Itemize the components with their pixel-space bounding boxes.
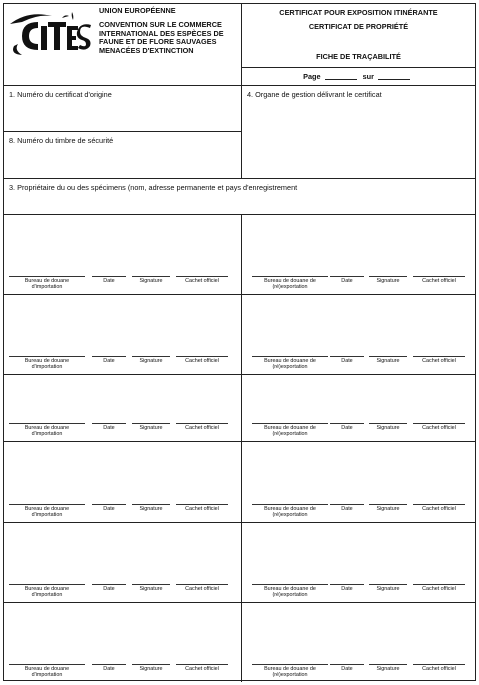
signature-label: Signature bbox=[132, 584, 170, 592]
stamp-label: Cachet officiel bbox=[176, 504, 228, 512]
union-label: UNION EUROPÉENNE bbox=[99, 6, 176, 15]
stamp-label: Cachet officiel bbox=[176, 584, 228, 592]
signature-row bbox=[242, 276, 475, 293]
page-number-field[interactable] bbox=[325, 79, 357, 80]
date-label: Date bbox=[330, 504, 364, 512]
traceability-form bbox=[3, 3, 476, 681]
signature-row bbox=[242, 584, 475, 601]
page-total-field[interactable] bbox=[378, 79, 410, 80]
owner-field[interactable] bbox=[4, 178, 475, 214]
header-right bbox=[242, 4, 475, 85]
origin-certificate-field[interactable] bbox=[4, 85, 242, 131]
import-endorsement-cell[interactable] bbox=[4, 214, 242, 294]
page-numbering bbox=[242, 67, 475, 85]
export-office-label: Bureau de douane de (ré)exportation bbox=[252, 423, 328, 437]
signature-label: Signature bbox=[369, 664, 407, 672]
import-office-label: Bureau de douane d'importation bbox=[9, 584, 85, 598]
date-label: Date bbox=[330, 276, 364, 284]
export-office-label: Bureau de douane de (ré)exportation bbox=[252, 276, 328, 290]
import-office-label: Bureau de douane d'importation bbox=[9, 356, 85, 370]
signature-label: Signature bbox=[369, 276, 407, 284]
signature-label: Signature bbox=[369, 504, 407, 512]
origin-certificate-label: 1. Numéro du certificat d'origine bbox=[9, 90, 112, 99]
signature-label: Signature bbox=[369, 423, 407, 431]
date-label: Date bbox=[92, 423, 126, 431]
date-label: Date bbox=[92, 356, 126, 364]
signature-row bbox=[4, 423, 241, 440]
stamp-label: Cachet officiel bbox=[413, 504, 465, 512]
owner-label: 3. Propriétaire du ou des spécimens (nom, adresse permanente et pays d'enregistrement bbox=[9, 183, 298, 192]
import-endorsement-cell[interactable] bbox=[4, 441, 242, 522]
sheet-title: FICHE DE TRAÇABILITÉ bbox=[316, 52, 401, 61]
import-office-label: Bureau de douane d'importation bbox=[9, 664, 85, 678]
convention-label: CONVENTION SUR LE COMMERCE INTERNATIONAL DES ESPÈCES DE FAUNE ET DE FLORE SAUVAGES MENACÉES D'EXTINCTION bbox=[99, 20, 224, 55]
date-label: Date bbox=[92, 664, 126, 672]
stamp-label: Cachet officiel bbox=[413, 584, 465, 592]
signature-label: Signature bbox=[132, 276, 170, 284]
certificate-title: CERTIFICAT POUR EXPOSITION ITINÉRANTE bbox=[279, 8, 438, 17]
signature-row bbox=[242, 423, 475, 440]
certificate-subtitle: CERTIFICAT DE PROPRIÉTÉ bbox=[308, 22, 409, 31]
import-endorsement-cell[interactable] bbox=[4, 374, 242, 441]
stamp-label: Cachet officiel bbox=[413, 423, 465, 431]
signature-label: Signature bbox=[132, 504, 170, 512]
export-endorsement-cell[interactable] bbox=[242, 214, 475, 294]
date-label: Date bbox=[92, 504, 126, 512]
cites-logo-icon bbox=[8, 10, 92, 56]
export-endorsement-cell[interactable] bbox=[242, 602, 475, 682]
date-label: Date bbox=[330, 356, 364, 364]
page-label: Page bbox=[303, 72, 321, 81]
stamp-label: Cachet officiel bbox=[413, 276, 465, 284]
of-label: sur bbox=[362, 72, 374, 81]
management-authority-label: 4. Organe de gestion délivrant le certificat bbox=[247, 90, 382, 99]
date-label: Date bbox=[330, 423, 364, 431]
management-authority-field[interactable] bbox=[242, 85, 475, 178]
signature-label: Signature bbox=[132, 356, 170, 364]
signature-label: Signature bbox=[369, 356, 407, 364]
import-endorsement-cell[interactable] bbox=[4, 602, 242, 682]
import-office-label: Bureau de douane d'importation bbox=[9, 423, 85, 437]
date-label: Date bbox=[92, 276, 126, 284]
signature-row bbox=[4, 356, 241, 373]
stamp-label: Cachet officiel bbox=[176, 276, 228, 284]
security-stamp-label: 8. Numéro du timbre de sécurité bbox=[9, 136, 114, 145]
import-endorsement-cell[interactable] bbox=[4, 294, 242, 374]
signature-row bbox=[242, 504, 475, 521]
signature-row bbox=[4, 276, 241, 293]
date-label: Date bbox=[330, 664, 364, 672]
signature-row bbox=[242, 356, 475, 373]
header-left bbox=[4, 4, 242, 85]
stamp-label: Cachet officiel bbox=[176, 423, 228, 431]
export-office-label: Bureau de douane de (ré)exportation bbox=[252, 504, 328, 518]
stamp-label: Cachet officiel bbox=[176, 356, 228, 364]
stamp-label: Cachet officiel bbox=[176, 664, 228, 672]
signature-row bbox=[4, 584, 241, 601]
organization-block bbox=[99, 7, 239, 55]
signature-row bbox=[4, 664, 241, 681]
date-label: Date bbox=[330, 584, 364, 592]
export-office-label: Bureau de douane de (ré)exportation bbox=[252, 664, 328, 678]
export-endorsement-cell[interactable] bbox=[242, 294, 475, 374]
stamp-label: Cachet officiel bbox=[413, 356, 465, 364]
import-office-label: Bureau de douane d'importation bbox=[9, 504, 85, 518]
export-endorsement-cell[interactable] bbox=[242, 441, 475, 522]
security-stamp-field[interactable] bbox=[4, 131, 242, 178]
export-endorsement-cell[interactable] bbox=[242, 522, 475, 602]
stamp-label: Cachet officiel bbox=[413, 664, 465, 672]
signature-label: Signature bbox=[132, 423, 170, 431]
signature-label: Signature bbox=[132, 664, 170, 672]
signature-row bbox=[242, 664, 475, 681]
signature-label: Signature bbox=[369, 584, 407, 592]
export-office-label: Bureau de douane de (ré)exportation bbox=[252, 356, 328, 370]
export-office-label: Bureau de douane de (ré)exportation bbox=[252, 584, 328, 598]
export-endorsement-cell[interactable] bbox=[242, 374, 475, 441]
form-header bbox=[4, 4, 475, 85]
signature-row bbox=[4, 504, 241, 521]
date-label: Date bbox=[92, 584, 126, 592]
import-office-label: Bureau de douane d'importation bbox=[9, 276, 85, 290]
import-endorsement-cell[interactable] bbox=[4, 522, 242, 602]
